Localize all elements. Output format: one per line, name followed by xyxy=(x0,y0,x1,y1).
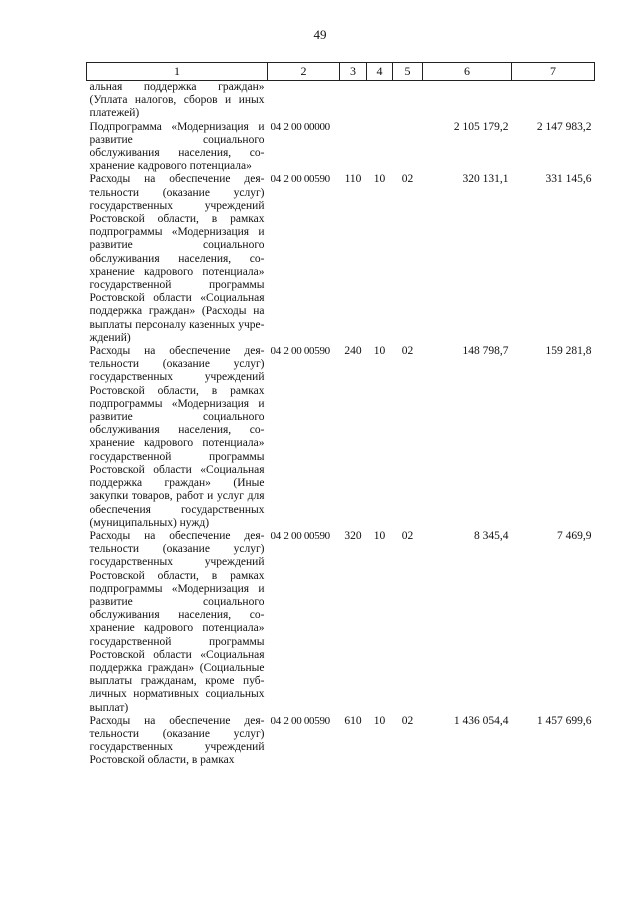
table-row xyxy=(87,530,595,715)
row-col5: 02 xyxy=(401,345,414,358)
row-sum-1 xyxy=(423,81,512,121)
row-sum-2: 331 145,6 xyxy=(545,173,592,186)
row-col5 xyxy=(393,81,423,121)
row-name: Подпрограмма «Модернизация и развитие социального обслуживания населения, сохранение кадрового потенциала» xyxy=(89,120,265,173)
row-code: 04 2 00 00590 xyxy=(270,714,330,727)
row-col3 xyxy=(340,81,367,121)
row-col3 xyxy=(340,121,367,174)
column-header-7: 7 xyxy=(512,63,595,81)
row-code xyxy=(268,81,340,121)
row-col4: 10 xyxy=(373,173,386,186)
row-code: 04 2 00 00590 xyxy=(270,345,330,358)
row-code: 04 2 00 00000 xyxy=(270,120,330,133)
row-sum-1: 148 798,7 xyxy=(462,345,509,358)
column-header-3: 3 xyxy=(340,63,367,81)
row-col5: 02 xyxy=(401,173,414,186)
row-code: 04 2 00 00590 xyxy=(270,529,330,542)
column-header-6: 6 xyxy=(423,63,512,81)
page-number: 49 xyxy=(313,27,327,42)
row-col5: 02 xyxy=(401,714,414,727)
row-sum-1: 1 436 054,4 xyxy=(453,714,509,727)
row-sum-1: 320 131,1 xyxy=(462,173,509,186)
row-col5 xyxy=(393,121,423,174)
table-row xyxy=(87,81,595,121)
row-col4 xyxy=(367,81,393,121)
row-col4: 10 xyxy=(373,529,386,542)
table-row xyxy=(87,345,595,530)
row-name: Расходы на обеспечение деятельности (оказание услуг) государственных учреждений Ростовской области, в рамках xyxy=(89,714,265,767)
row-col5: 02 xyxy=(401,529,414,542)
row-code: 04 2 00 00590 xyxy=(270,173,330,186)
row-sum-2: 159 281,8 xyxy=(545,345,592,358)
row-sum-2: 2 147 983,2 xyxy=(536,120,592,133)
row-col3: 320 xyxy=(344,529,362,542)
table-row xyxy=(87,121,595,174)
row-name: Расходы на обеспечение деятельности (оказание услуг) государственных учреждений Ростовской области, в рамках подпрограммы «Модернизация и развитие социального обслуживания населения, сохранение кадрового потенциала» государственной программы Ростовской области «Социальная поддержка граждан» (Иные закупки товаров, работ и услуг для обеспечения государственных (муниципальных) нужд) xyxy=(89,345,265,529)
row-col4: 10 xyxy=(373,345,386,358)
column-header-5: 5 xyxy=(393,63,423,81)
row-name: Расходы на обеспечение деятельности (оказание услуг) государственных учреждений Ростовской области, в рамках подпрограммы «Модернизация и развитие социального обслуживания населения, сохранение кадрового потенциала» государственной программы Ростовской области «Социальная поддержка граждан» (Расходы на выплаты персоналу казенных учреждений) xyxy=(89,173,265,344)
budget-table xyxy=(86,62,595,768)
row-col4 xyxy=(367,121,393,174)
table-header xyxy=(87,63,595,81)
row-name: альная поддержка граждан» (Уплата налогов, сборов и иных платежей) xyxy=(89,81,265,120)
column-header-4: 4 xyxy=(367,63,393,81)
row-sum-1: 2 105 179,2 xyxy=(453,120,509,133)
row-sum-1: 8 345,4 xyxy=(474,529,509,542)
row-sum-2: 1 457 699,6 xyxy=(536,714,592,727)
column-header-1: 1 xyxy=(87,63,268,81)
row-col3: 240 xyxy=(344,345,362,358)
row-sum-2 xyxy=(512,81,595,121)
row-col3: 610 xyxy=(344,714,362,727)
column-header-2: 2 xyxy=(268,63,340,81)
row-name: Расходы на обеспечение деятельности (оказание услуг) государственных учреждений Ростовской области, в рамках подпрограммы «Модернизация и развитие социального обслуживания населения, сохранение кадрового потенциала» государственной программы Ростовской области «Социальная поддержка граждан» (Социальные выплаты гражданам, кроме публичных нормативных социальных выплат) xyxy=(89,529,265,714)
table-row xyxy=(87,173,595,345)
table-row xyxy=(87,715,595,768)
row-sum-2: 7 469,9 xyxy=(557,529,592,542)
row-col3: 110 xyxy=(344,173,362,186)
row-col4: 10 xyxy=(373,714,386,727)
